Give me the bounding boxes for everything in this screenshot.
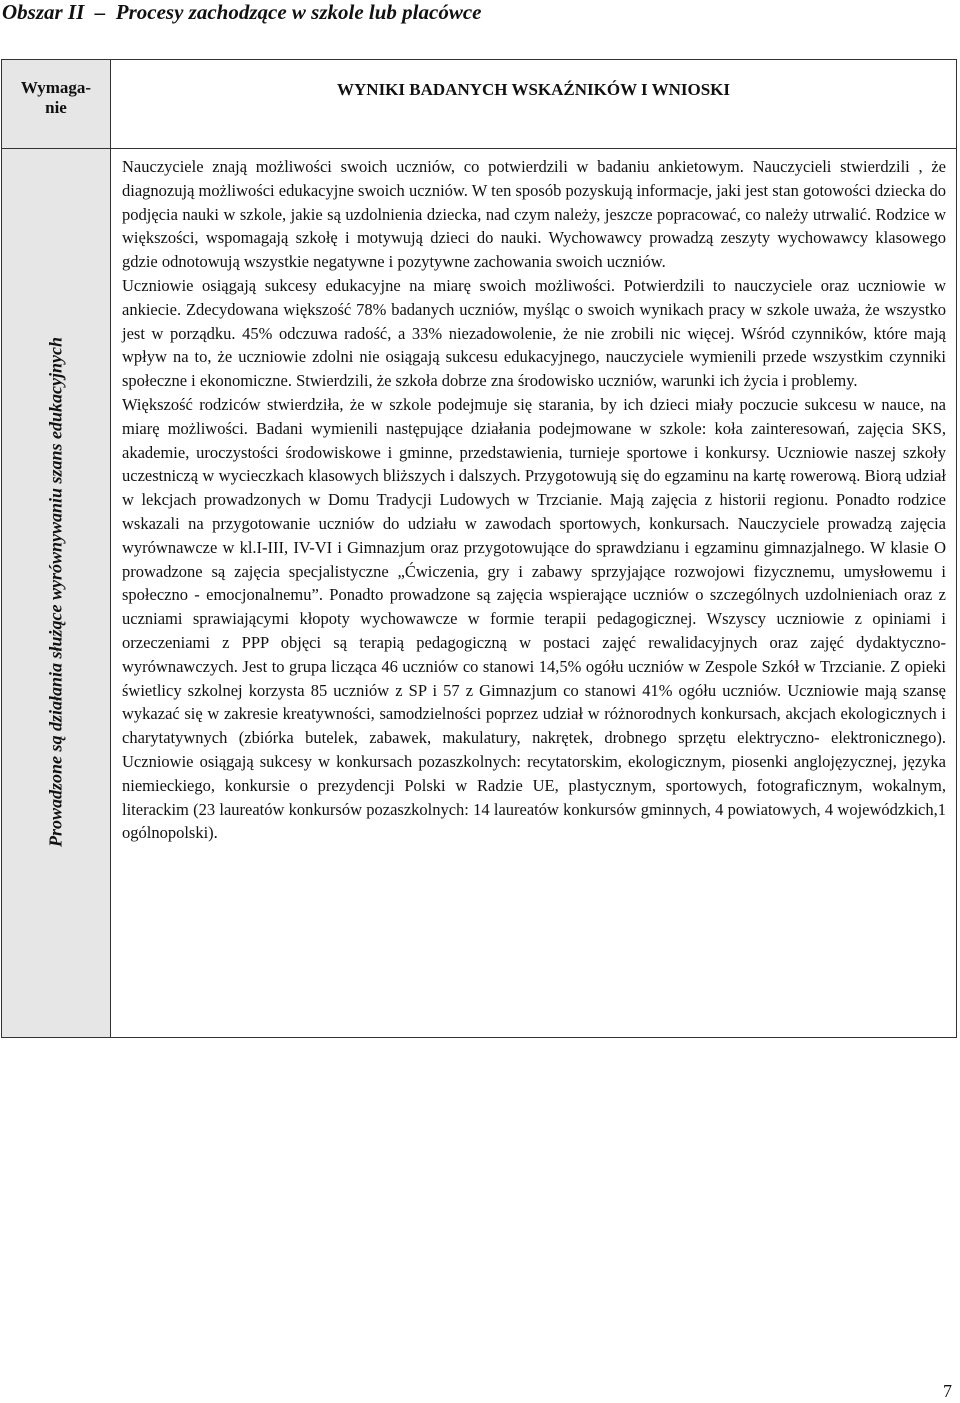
requirement-header-cell: [2, 60, 111, 149]
requirement-cell: [2, 149, 111, 1038]
results-table: [1, 59, 957, 1038]
results-header-cell: [111, 60, 957, 149]
page-number: 7: [943, 1381, 952, 1401]
table-body-row: [2, 149, 957, 1038]
results-column-header: WYNIKI BADANYCH WSKAŹNIKÓW I WNIOSKI: [337, 80, 730, 99]
requirement-column-header: Wymaga- nie: [20, 78, 92, 117]
results-content: [111, 149, 956, 845]
page-heading: Obszar II – Procesy zachodzące w szkole lub placówce: [2, 0, 482, 24]
paragraph-student-success: Uczniowie osiągają sukcesy edukacyjne na miarę swoich możliwości. Potwierdzili to nauczyciele oraz uczniowie w ankiecie. Zdecydowana większość 78% badanych uczniów, myśląc o swoich wynikach pracy w szkole uważa, że wszystko jest w porządku. 45% odczuwa radość, a 33% niezadowolenie, że nie zrobili nic więcej. Wśród czynników, które mają wpływ na to, że uczniowie zdolni nie osiągają sukcesu edukacyjnego, nauczyciele wymienili przede wszystkim czynniki społeczne i ekonomiczne. Stwierdzili, że szkoła dobrze zna środowisko uczniów, warunki ich życia i problemy.: [122, 275, 946, 391]
paragraph-diagnosis: Nauczyciele znają możliwości swoich uczniów, co potwierdzili w badaniu ankietowym. Nauczycieli stwierdzili , że diagnozują możliwości edukacyjne swoich uczniów. W ten sposób pozyskują informacje, jaki jest stan gotowości dziecka do podjęcia nauki w szkole, jakie są uzdolnienia dziecka, nad czym należy, jeszcze popracować, co należy utrwalić. Rodzice w większości, wspomagają szkołę i motywują dzieci do nauki. Wychowawcy prowadzą zeszyty wychowawcy klasowego gdzie odnotowują wszystkie negatywne i pozytywne zachowania swoich uczniów.: [122, 157, 946, 272]
results-cell: [111, 149, 957, 1038]
table-header-row: [2, 60, 957, 149]
requirement-text: Prowadzone są działania służące wyrównywaniu szans edukacyjnych: [45, 336, 66, 848]
paragraph-school-activities: Większość rodziców stwierdziła, że w szkole podejmuje się starania, by ich dzieci miały poczucie sukcesu w nauce, na miarę możliwości. Badani wymienili następujące działania podejmowane w szkole: koła zainteresowań, zajęcia SKS, akademie, uroczystości środowiskowe i gminne, przedstawienia, turnieje sportowe i konkursy. Uczniowie naszej szkoły uczestniczą w wycieczkach klasowych bliższych i dalszych. Przygotowują się do egzaminu na kartę rowerową. Biorą udział w lekcjach prowadzonych w Domu Tradycji Ludowych w Trzcianie. Mają zajęcia z historii regionu. Ponadto rodzice wskazali na przygotowanie uczniów do udziału w zawodach sportowych, konkursach. Nauczyciele prowadzą zajęcia wyrównawcze w kl.I-III, IV-VI i Gimnazjum oraz przygotowujące do sprawdzianu i egzaminu gimnazjalnego. W klasie O prowadzone są zajęcia specjalistyczne „Ćwiczenia, gry i zabawy sprzyjające rozwojowi fizycznemu, umysłowemu i społeczno - emocjonalnemu”. Ponadto prowadzone są zajęcia wspierające uczniów o szczególnych uzdolnieniach oraz z uczniami sprawiającymi kłopoty wychowawcze w formie terapii pedagogicznej. Wszyscy uczniowie z opiniami i orzeczeniami z PPP objęci są terapią pedagogiczną w postaci zajęć rewalidacyjnych oraz zajęć dydaktyczno- wyrównawczych. Jest to grupa licząca 46 uczniów co stanowi 14,5% ogółu uczniów w Zespole Szkół w Trzcianie. Z opieki świetlicy szkolnej korzysta 85 uczniów z SP i 57 z Gimnazjum co stanowi 41% ogółu uczniów. Uczniowie mają szansę wykazać się w zakresie kreatywności, samodzielności poprzez udział w różnorodnych konkursach, akcjach ekologicznych i charytatywnych (zbiórka butelek, zabawek, makulatury, nakrętek, drobnego sprzętu elektryczno- elektronicznego). Uczniowie osiągają sukcesy w konkursach pozaszkolnych: recytatorskim, ekologicznym, piosenki anglojęzycznej, języka niemieckiego, konkursie o prezydencji Polski w Radzie UE, plastycznym, sportowych, fotograficznym, wokalnym, literackim (23 laureatów konkursów pozaszkolnych: 14 laureatów konkursów gminnych, 4 powiatowych, 4 wojewódzkich,1 ogólnopolski).: [122, 394, 946, 843]
